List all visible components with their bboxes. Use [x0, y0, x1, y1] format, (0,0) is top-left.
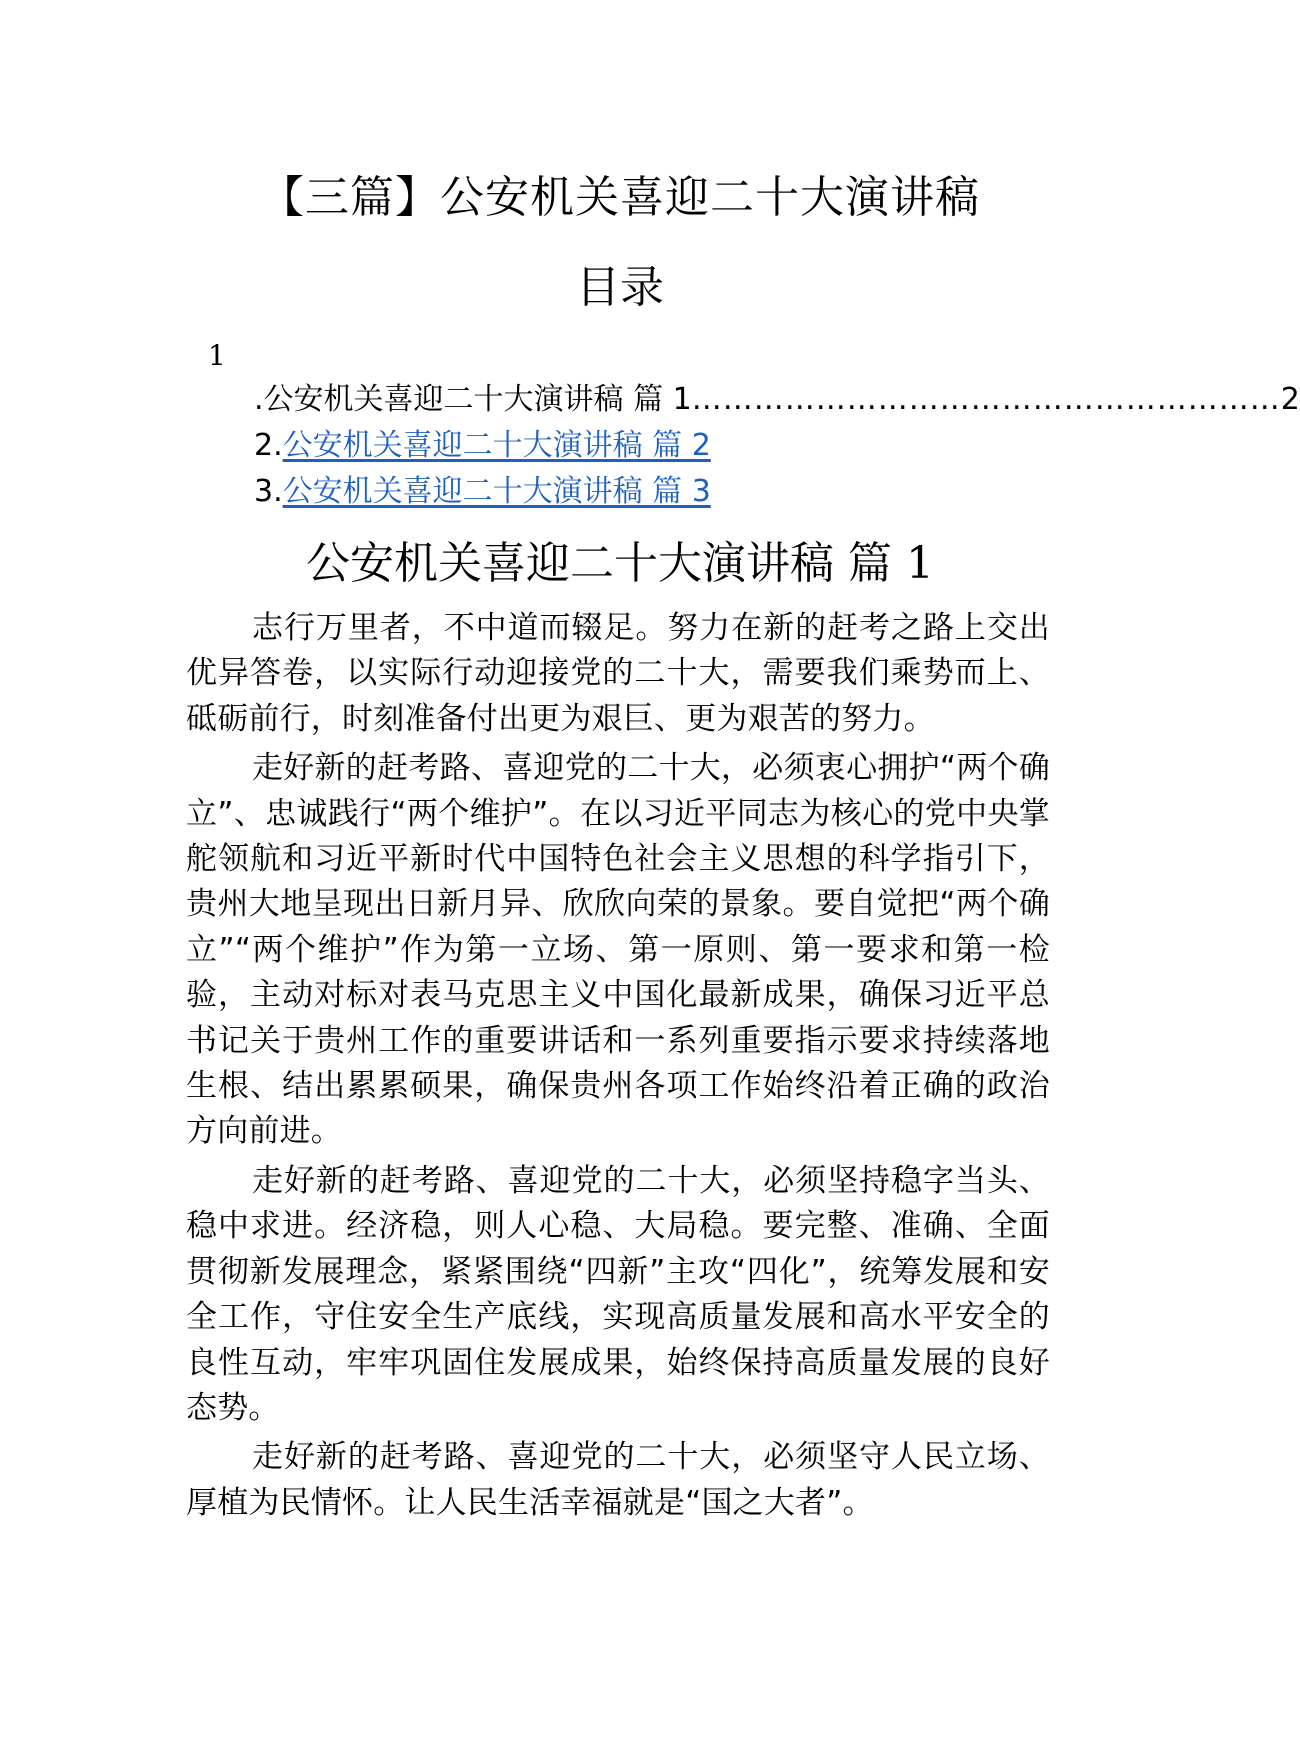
section-heading: [0, 534, 1240, 594]
toc-number-marker: 1: [208, 339, 226, 372]
paragraph: 志行万里者，不中道而辍足。努力在新的赶考之路上交出优异答卷，以实际行动迎接党的二十大，需要我们乘势而上、砥砺前行，时刻准备付出更为艰巨、更为艰苦的努力。: [186, 610, 1050, 737]
body-text: [186, 606, 1050, 1530]
section-heading-text: 公安机关喜迎二十大演讲稿 篇: [306, 538, 906, 589]
toc-item-3-number: 3.: [254, 474, 283, 509]
paragraph: 走好新的赶考路、喜迎党的二十大，必须坚持稳字当头、稳中求进。经济稳，则人心稳、大局稳。要完整、准确、全面贯彻新发展理念，紧紧围绕“四新”主攻“四化”，统筹发展和安全工作，守住安全生产底线，实现高质量发展和高水平安全的良性互动，牢牢巩固住发展成果，始终保持高质量发展的良好态势。: [186, 1162, 1050, 1426]
toc-item-2-link[interactable]: 公安机关喜迎二十大演讲稿 篇 2: [282, 428, 711, 463]
paragraph: 走好新的赶考路、喜迎党的二十大，必须坚守人民立场、厚植为民情怀。让人民生活幸福就是“国之大者”。: [186, 1439, 1050, 1521]
toc-item-1-page-number: 2: [1280, 382, 1300, 417]
toc-item-2-number: 2.: [254, 428, 283, 463]
toc-item-3-link[interactable]: 公安机关喜迎二十大演讲稿 篇 3: [282, 474, 711, 509]
toc-item-1-text: .公安机关喜迎二十大演讲稿 篇 1: [254, 382, 692, 417]
toc-item-2: [254, 426, 711, 466]
toc-item-1[interactable]: [254, 380, 1300, 420]
toc-item-1-dot-leader: …………………………………………………: [691, 382, 1281, 417]
section-heading-number: 1: [905, 538, 934, 589]
paragraph: 走好新的赶考路、喜迎党的二十大，必须衷心拥护“两个确立”、忠诚践行“两个维护”。在以习近平同志为核心的党中央掌舵领航和习近平新时代中国特色社会主义思想的科学指引下，贵州大地呈现出日新月异、欣欣向荣的景象。要自觉把“两个确立”“两个维护”作为第一立场、第一原则、第一要求和第一检验，主动对标对表马克思主义中国化最新成果，确保习近平总书记关于贵州工作的重要讲话和一系列重要指示要求持续落地生根、结出累累硕果，确保贵州各项工作始终沿着正确的政治方向前进。: [186, 750, 1050, 1150]
toc-heading: 目录: [576, 262, 664, 313]
toc-item-3: [254, 472, 711, 512]
document-title: 【三篇】公安机关喜迎二十大演讲稿: [260, 172, 980, 223]
